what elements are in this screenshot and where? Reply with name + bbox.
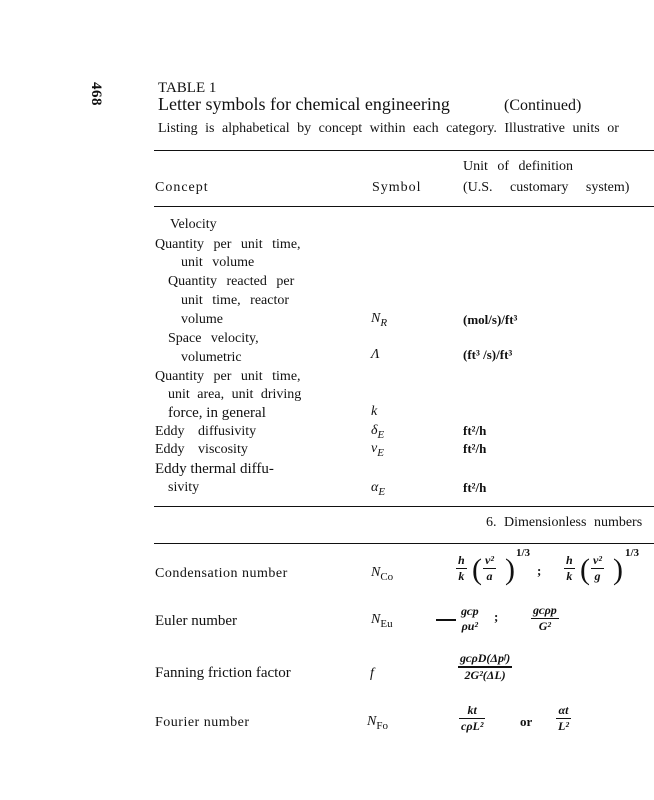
header-top-rule [154,150,654,151]
concept-quantity-reacted-line2: unit time, reactor [181,293,290,308]
symbol-eddy-thermal-main: α [371,480,379,495]
formula-fanning-frac-num: gᴄρD(Δpᶠ) [460,651,511,665]
formula-euler-frac1-den: ρu² [461,619,479,633]
concept-fanning-friction-factor: Fanning friction factor [155,665,291,681]
page-number: 468 [88,82,104,106]
table-title: Letter symbols for chemical engineering [158,94,450,114]
formula-euler-frac2 [531,603,559,634]
formula-fourier-frac1-num: kt [467,703,477,717]
concept-euler-number: Euler number [155,613,238,629]
concept-quantity-area-line3: force, in general [168,405,266,421]
formula-fanning-frac-den: 2G²(ΔL) [458,666,512,683]
unit-space-velocity: (ft³ /s)/ft³ [463,347,513,362]
formula-euler-frac1 [459,604,481,634]
symbol-quantity-reacted [371,311,387,329]
symbol-condensation-sub: Co [380,570,394,583]
formula-condensation-frac1-den: k [456,568,467,584]
formula-fourier-frac1 [459,703,485,734]
concept-quantity-reacted-line1: Quantity reacted per [168,274,295,289]
formula-condensation-frac2 [483,553,496,584]
unit-eddy-viscosity: ft²/h [463,441,487,456]
formula-fourier-frac2-num: αt [558,703,569,717]
symbol-eddy-viscosity-main: ν [371,441,378,456]
formula-condensation-paren2-close: ) [613,553,623,586]
concept-quantity-area-line2: unit area, unit driving [168,387,302,402]
symbol-eddy-diffusivity-sub: E [377,428,385,441]
concept-fourier-number: Fourier number [155,715,250,730]
unit-eddy-diffusivity: ft²/h [463,423,487,438]
symbol-condensation-main: N [371,565,381,580]
symbol-fanning-friction-factor: f [370,666,374,681]
column-header-symbol: Symbol [372,180,422,195]
concept-quantity-area-line1: Quantity per unit time, [155,369,301,384]
concept-eddy-diffusivity: Eddy diffusivity [155,424,257,439]
unit-eddy-thermal: ft²/h [463,480,487,495]
symbol-quantity-reacted-main: N [371,311,381,326]
symbol-euler-number [371,612,393,630]
formula-condensation-paren-close: ) [505,553,515,586]
symbol-condensation-number [371,565,393,583]
formula-condensation-frac3 [564,553,575,584]
formula-euler-frac2-den: G² [531,618,559,634]
formula-euler-frac1-num: gᴄp [461,604,479,618]
symbol-eddy-thermal-sub: E [378,485,386,498]
formula-condensation-frac3-den: k [564,568,575,584]
concept-quantity-reacted-line3: volume [181,312,223,327]
formula-euler-separator: ; [494,609,499,624]
formula-fanning-frac [458,651,512,683]
section-top-rule [154,506,654,507]
header-bottom-rule [154,206,654,207]
concept-eddy-thermal-line2: sivity [168,480,200,495]
formula-euler-dash [436,619,456,621]
formula-condensation-frac1 [456,553,467,584]
concept-quantity-per-unit-line1: Quantity per unit time, [155,237,301,252]
symbol-euler-main: N [371,612,381,627]
concept-space-velocity-line2: volumetric [181,350,242,365]
formula-condensation-frac3-num: h [566,553,573,567]
concept-space-velocity-line1: Space velocity, [168,331,259,346]
formula-condensation-frac4-num: ν² [593,553,602,567]
concept-velocity: Velocity [170,217,217,232]
section-title-dimensionless: 6. Dimensionless numbers [486,515,643,530]
formula-condensation-frac2-den: a [483,568,496,584]
column-header-concept: Concept [155,180,209,195]
formula-condensation-frac4-den: g [591,568,604,584]
formula-condensation-frac1-num: h [458,553,465,567]
concept-condensation-number: Condensation number [155,566,288,581]
formula-condensation-separator: ; [537,563,542,578]
concept-eddy-thermal-line1: Eddy thermal diffu- [155,461,274,477]
symbol-fourier-number [367,714,388,732]
symbol-fourier-main: N [367,714,377,729]
column-header-unit-line2: (U.S. customary system) [463,180,630,195]
symbol-eddy-viscosity-sub: E [377,446,384,459]
formula-fourier-frac2-den: L² [558,719,569,733]
symbol-quantity-reacted-sub: R [380,316,388,329]
table-caption: Listing is alphabetical by concept within each category. Illustrative units or [158,121,619,136]
continued-label: (Continued) [504,97,582,114]
symbol-eddy-thermal [371,480,385,498]
formula-condensation-paren2-open: ( [580,553,590,586]
concept-quantity-per-unit-line2: unit volume [181,255,255,270]
formula-euler-frac2-num: gᴄρp [533,603,557,617]
symbol-euler-sub: Eu [380,617,393,630]
symbol-eddy-diffusivity [371,423,384,441]
formula-fourier-frac1-den: cρL² [461,719,484,733]
symbol-eddy-diffusivity-main: δ [371,423,378,438]
formula-condensation-exponent2: 1/3 [625,547,640,559]
formula-fourier-frac2 [556,703,571,734]
formula-condensation-frac4 [591,553,604,584]
formula-condensation-exponent: 1/3 [516,547,531,559]
formula-condensation-frac2-num: ν² [485,553,494,567]
symbol-space-velocity: Λ [371,347,380,362]
unit-quantity-reacted: (mol/s)/ft³ [463,312,518,327]
symbol-eddy-viscosity [371,441,384,459]
formula-condensation-paren-open: ( [472,553,482,586]
column-header-unit-line1: Unit of definition [463,159,573,174]
symbol-quantity-area: k [371,404,378,419]
formula-fourier-or: or [520,714,533,729]
concept-eddy-viscosity: Eddy viscosity [155,442,248,457]
table-number: TABLE 1 [158,80,217,96]
section-bottom-rule [154,543,654,544]
symbol-fourier-sub: Fo [376,719,388,732]
